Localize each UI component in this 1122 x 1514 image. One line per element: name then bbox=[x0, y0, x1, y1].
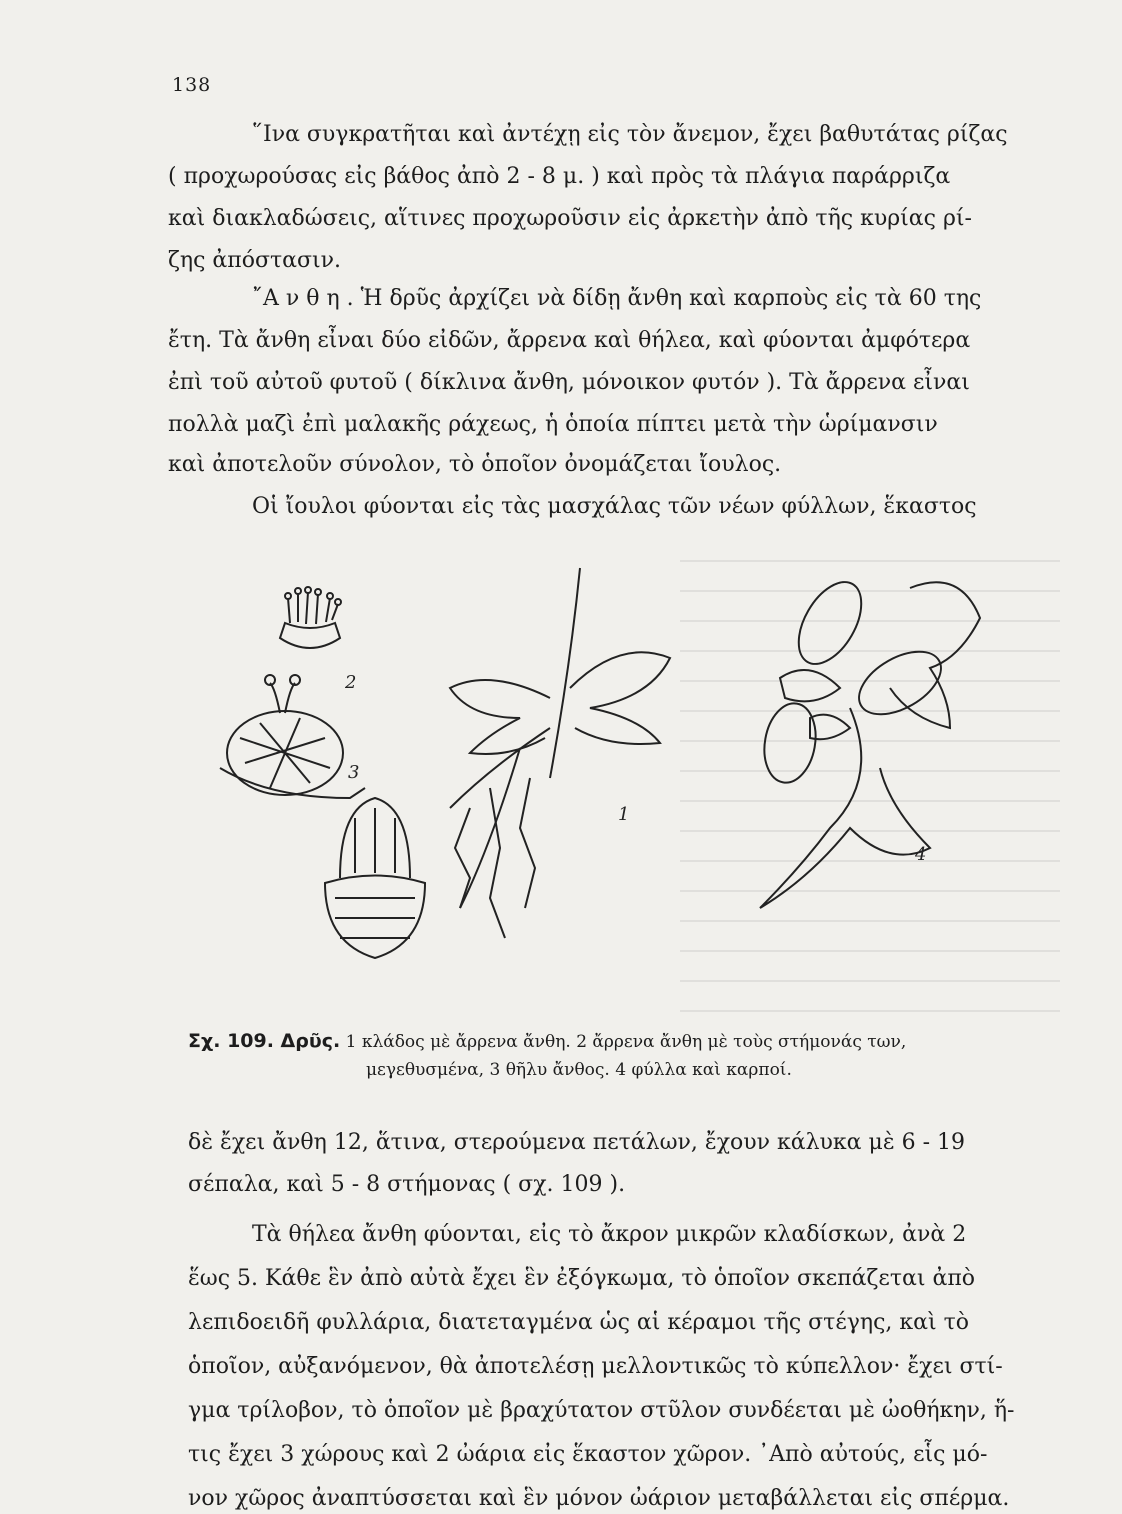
text-line: πολλὰ μαζὶ ἐπὶ μαλακῆς ράχεως, ἡ ὁποία πίπτει μετὰ τὴν ὡρίμανσιν bbox=[168, 412, 938, 437]
caption-label: Σχ. 109. Δρῦς. bbox=[188, 1030, 341, 1052]
branch-with-catkins-drawing bbox=[450, 568, 670, 938]
text-line: νον χῶρος ἀναπτύσσεται καὶ ἓν μόνον ὠάριον μεταβάλλεται εἰς σπέρμα. bbox=[188, 1486, 1010, 1511]
text-line: ἐπὶ τοῦ αὐτοῦ φυτοῦ ( δίκλινα ἄνθη, μόνοικον φυτόν ). Τὰ ἄρρενα εἶναι bbox=[168, 370, 970, 395]
text-line: ζης ἀπόστασιν. bbox=[168, 248, 342, 273]
figure-label-3: 3 bbox=[348, 762, 360, 783]
acorn-drawing bbox=[325, 798, 425, 958]
text-line: ῞Ινα συγκρατῆται καὶ ἀντέχῃ εἰς τὸν ἄνεμον, ἔχει βαθυτάτας ρίζας bbox=[252, 122, 1008, 147]
text-line: ἔτη. Τὰ ἄνθη εἶναι δύο εἰδῶν, ἄρρενα καὶ θήλεα, καὶ φύονται ἀμφότερα bbox=[168, 328, 971, 353]
caption-text-line-1: 1 κλάδος μὲ ἄρρενα ἄνθη. 2 ἄρρενα ἄνθη μὲ τοὺς στήμονάς των, bbox=[345, 1032, 907, 1052]
text-line: λεπιδοειδῆ φυλλάρια, διατεταγμένα ὡς αἱ κέραμοι τῆς στέγης, καὶ τὸ bbox=[188, 1310, 970, 1335]
text-line: σέπαλα, καὶ 5 - 8 στήμονας ( σχ. 109 ). bbox=[188, 1172, 626, 1197]
text-line: καὶ διακλαδώσεις, αἵτινες προχωροῦσιν εἰς ἀρκετὴν ἀπὸ τῆς κυρίας ρί- bbox=[168, 206, 972, 231]
text-line: ὁποῖον, αὐξανόμενον, θὰ ἀποτελέσῃ μελλοντικῶς τὸ κύπελλον· ἔχει στί- bbox=[188, 1354, 1003, 1379]
text-line: ῎Α ν θ η . Ἡ δρῦς ἀρχίζει νὰ δίδῃ ἄνθη καὶ καρποὺς εἰς τὰ 60 της bbox=[252, 286, 982, 311]
text-line: Τὰ θήλεα ἄνθη φύονται, εἰς τὸ ἄκρον μικρῶν κλαδίσκων, ἀνὰ 2 bbox=[252, 1222, 967, 1247]
figure-label-2: 2 bbox=[345, 672, 357, 693]
caption-text-line-2: μεγεθυσμένα, 3 θῆλυ ἄνθος. 4 φύλλα καὶ καρποί. bbox=[366, 1060, 792, 1080]
text-line: γμα τρίλοβον, τὸ ὁποῖον μὲ βραχύτατον στῦλον συνδέεται μὲ ὠοθήκην, ἥ- bbox=[188, 1398, 1015, 1423]
text-line: δὲ ἔχει ἄνθη 12, ἅτινα, στερούμενα πετάλων, ἔχουν κάλυκα μὲ 6 - 19 bbox=[188, 1130, 966, 1155]
page-number: 138 bbox=[172, 74, 212, 96]
text-line: Οἱ ἴουλοι φύονται εἰς τὰς μασχάλας τῶν νέων φύλλων, ἕκαστος bbox=[252, 494, 977, 519]
figure-label-4: 4 bbox=[915, 844, 927, 865]
text-line: ( προχωρούσας εἰς βάθος ἀπὸ 2 - 8 μ. ) καὶ πρὸς τὰ πλάγια παράρριζα bbox=[168, 164, 951, 189]
acorn-branch-drawing bbox=[758, 572, 980, 908]
text-line: τις ἔχει 3 χώρους καὶ 2 ὠάρια εἰς ἕκαστον χῶρον. ᾿Απὸ αὐτούς, εἷς μό- bbox=[188, 1442, 988, 1467]
male-flower-drawing bbox=[280, 587, 341, 648]
text-line: καὶ ἀποτελοῦν σύνολον, τὸ ὁποῖον ὀνομάζεται ἴουλος. bbox=[168, 452, 782, 477]
figure-label-1: 1 bbox=[618, 804, 630, 825]
female-flower-drawing bbox=[220, 675, 365, 798]
oak-illustration bbox=[190, 548, 1050, 1028]
oak-drawing bbox=[190, 548, 1050, 1028]
text-line: ἕως 5. Κάθε ἓν ἀπὸ αὐτὰ ἔχει ἓν ἐξόγκωμα, τὸ ὁποῖον σκεπάζεται ἀπὸ bbox=[188, 1266, 976, 1291]
